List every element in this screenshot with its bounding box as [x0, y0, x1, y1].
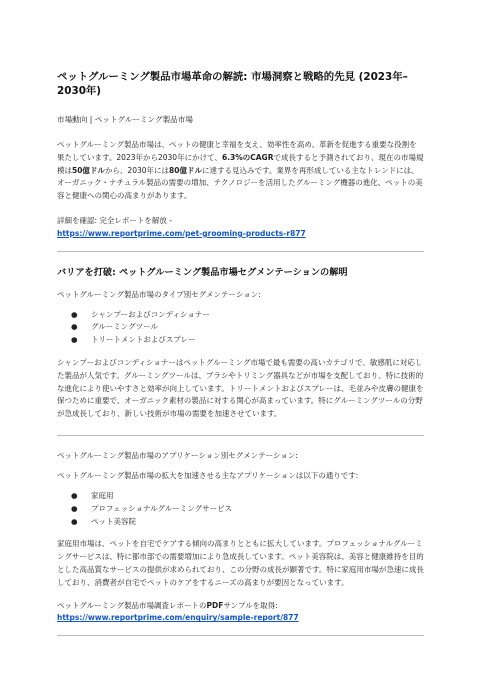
type-list	[57, 309, 424, 347]
sample-report-block	[57, 600, 424, 626]
list-item-text: シャンプーおよびコンディショナー	[91, 309, 210, 319]
bullet-icon: ●	[71, 335, 78, 345]
divider	[57, 435, 424, 436]
application-segmentation-label: ペットグルーミング製品市場のアプリケーション別セグメンテーション:	[57, 450, 298, 460]
application-intro: ペットグルーミング製品市場の拡大を加速させる主なアプリケーションは以下の通りです:	[57, 470, 359, 480]
bullet-icon: ●	[71, 322, 78, 332]
list-item	[71, 334, 424, 347]
type-segmentation-label: ペットグルーミング製品市場のタイプ別セグメンテーション:	[57, 289, 261, 299]
list-item	[71, 490, 424, 503]
intro-paragraph	[57, 139, 424, 203]
bullet-icon: ●	[71, 503, 78, 513]
list-item-text: ペット美容院	[91, 516, 136, 526]
document-title: ペットグルーミング製品市場革命の解読: 市場洞察と戦略的先見 (2023年–2030年)	[57, 71, 408, 97]
list-item	[71, 503, 424, 516]
bullet-icon: ●	[71, 516, 78, 526]
intro-cagr: 6.3%のCAGR	[221, 152, 274, 162]
segmentation-heading: バリアを打破: ペットグルーミング製品市場セグメンテーションの解明	[57, 266, 348, 278]
type-paragraph: シャンプーおよびコンディショナーはペットグルーミング市場で最も需要の高いカテゴリで、敏感肌に対応した製品が人気です。グルーミングツールは、ブラシやトリミング器具などが市場を支配しており、特に技術的な進化により使いやすさと効率が向上しています。トリートメントおよびスプレーは、毛並みや皮膚の健康を保つために重要で、オーガニック素材の製品に対する関心が高まっています。特にグルーミングツールの分野が急成長しており、新しい技術が市場の需要を加速させています。	[57, 357, 424, 419]
intro-future-size: 80億ドル	[169, 165, 202, 175]
divider	[57, 635, 424, 636]
bullet-icon: ●	[71, 309, 78, 319]
list-item	[71, 516, 424, 529]
list-item	[71, 309, 424, 322]
list-item-text: 家庭用	[91, 490, 114, 500]
intro-text-1: ペットグルーミング製品市場は、ペットの健康と幸福を支え、効率性を高め、革新を促進する重要な役割を果たしています。2023年から2030年にかけて、	[57, 140, 417, 162]
divider	[57, 251, 424, 252]
market-trend-subhead: 市場動向 | ペットグルーミング製品市場	[57, 115, 193, 124]
sample-label-text: ペットグルーミング製品市場調査レポートの	[57, 600, 207, 610]
sample-report-link[interactable]: https://www.reportprime.com/enquiry/sample-report/877	[57, 613, 299, 623]
list-item-text: トリートメントおよびスプレー	[91, 335, 196, 345]
bullet-icon: ●	[71, 490, 78, 500]
sample-label-pdf: PDF	[206, 600, 224, 610]
full-report-block	[57, 215, 424, 241]
intro-text-4: に達する見込みです。業界を再形成している主なトレンドには、オーガニック・ナチュラル製品の需要の増加、テクノロジーを活用したグルーミング機器の進化、ペットの美容と健康への関心の高まりがあります。	[57, 165, 423, 201]
full-report-link[interactable]: https://www.reportprime.com/pet-grooming-products-r877	[57, 228, 306, 238]
sample-label-suffix: サンプルを取得:	[223, 600, 278, 610]
application-list	[57, 490, 424, 528]
intro-current-size: 50億ドル	[72, 165, 105, 175]
sample-report-label	[57, 600, 424, 613]
full-report-label: 詳細を確認: 完全レポートを解放 -	[57, 215, 173, 225]
list-item	[71, 321, 424, 334]
application-paragraph: 家庭用市場は、ペットを自宅でケアする傾向の高まりとともに拡大しています。プロフェッショナルグルーミングサービスは、特に都市部での需要増加により急成長しています。ペット美容院は、美容と健康維持を目的とした高品質なサービスの提供が求められており、この分野の成長が顕著です。特に家庭用市場が急速に成長しており、消費者が自宅でペットのケアをするニーズの高まりが要因となっています。	[57, 539, 424, 587]
list-item-text: プロフェッショナルグルーミングサービス	[91, 503, 233, 513]
list-item-text: グルーミングツール	[91, 322, 158, 332]
intro-text-2: で成長すると予測されており、現在の市場規模は	[57, 152, 424, 175]
intro-text-3: から、2030年には	[104, 165, 170, 175]
